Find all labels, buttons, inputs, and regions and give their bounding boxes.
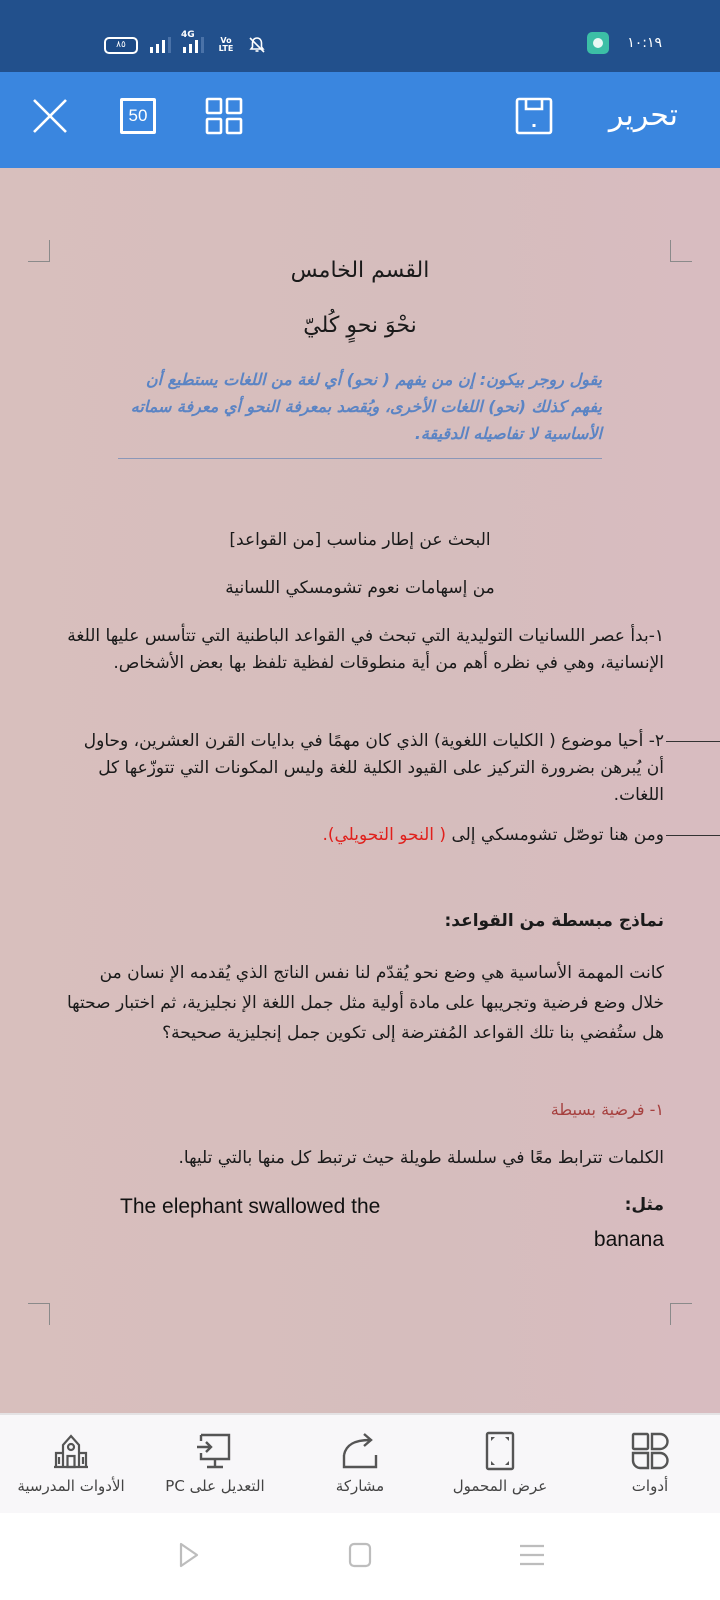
share-icon	[340, 1431, 380, 1471]
quote-divider	[118, 458, 602, 459]
recents-button[interactable]	[512, 1535, 552, 1575]
paragraph-task: كانت المهمة الأساسية هي وضع نحو يُقدّم لنا نفس الناتج الذي يُقدمه الإ نسان من خلال وضع فرضية وتجريبها على مادة أولية مثل جمل اللغة الإ نجليزية، ثم اختبار صحتها هل ستُفضي بنا تلك القواعد المُفترضة إلى تكوين جمل إنجليزية صحيحة؟	[66, 963, 664, 1043]
bell-muted-icon	[248, 36, 266, 54]
tools-icon	[630, 1431, 670, 1471]
status-icons	[104, 30, 266, 56]
mobile-view-label: عرض المحمول	[452, 1477, 548, 1495]
point-3	[64, 822, 664, 849]
connector-line	[666, 741, 720, 742]
point-3-highlight: ( النحو التحويلي).	[322, 825, 447, 845]
signal-icon	[150, 37, 171, 53]
close-icon	[31, 97, 69, 135]
page-corner-mark	[28, 1303, 50, 1325]
edit-button[interactable]: تحرير	[608, 98, 678, 133]
grid-view-icon	[205, 97, 243, 135]
share-button[interactable]	[310, 1415, 410, 1515]
zoom-level-icon: 50	[120, 98, 156, 134]
volte-icon: Vo LTE	[218, 36, 234, 53]
heading-chomsky: من إسهامات نعوم تشومسكي اللسانية	[225, 578, 495, 598]
zoom-level-button[interactable]	[118, 96, 158, 136]
page-corner-mark	[670, 1303, 692, 1325]
point-3-text: ومن هنا توصّل تشومسكي إلى	[451, 825, 664, 845]
tools-button[interactable]	[600, 1415, 700, 1515]
section-title: القسم الخامس	[290, 258, 430, 283]
edit-on-pc-label: التعديل على PC	[165, 1477, 265, 1495]
home-icon	[345, 1540, 375, 1570]
status-bar	[0, 0, 720, 72]
mobile-view-icon	[480, 1431, 520, 1471]
bottom-toolbar	[0, 1413, 720, 1513]
tools-label: أدوات	[631, 1477, 669, 1495]
network-type-label: 4G	[181, 30, 195, 40]
app-notification-icon	[587, 32, 609, 54]
edit-on-pc-icon	[195, 1431, 235, 1471]
point-1: ١-بدأ عصر اللسانيات التوليدية التي تبحث في القواعد الباطنية التي تتأسس عليها اللغة الإنسانية، وهي في نظره أهم من أية منطوقات لفظية تلفظ بها بعض الأشخاص.	[67, 626, 664, 673]
close-button[interactable]	[30, 96, 70, 136]
subheading-hypothesis: ١- فرضية بسيطة	[550, 1100, 664, 1119]
clock: ١٠:١٩	[627, 35, 662, 51]
home-button[interactable]	[340, 1535, 380, 1575]
save-icon	[515, 97, 553, 135]
chapter-title: نحْوَ نحوٍ كُليّ	[303, 313, 417, 338]
back-button[interactable]	[168, 1535, 208, 1575]
school-tools-icon	[51, 1431, 91, 1471]
battery-icon: ٨٥	[104, 37, 138, 54]
network-4g-icon	[181, 30, 204, 53]
save-button[interactable]	[514, 96, 554, 136]
paragraph-words: الكلمات تترابط معًا في سلسلة طويلة حيث ترتبط كل منها بالتي تليها.	[178, 1148, 664, 1168]
recents-icon	[517, 1540, 547, 1570]
top-toolbar	[0, 72, 720, 168]
share-label: مشاركة	[335, 1477, 385, 1495]
heading-models: نماذج مبسطة من القواعد:	[444, 911, 664, 931]
example-sentence-line1: The elephant swallowed the	[120, 1195, 381, 1218]
edit-on-pc-button[interactable]	[145, 1415, 285, 1515]
document-page[interactable]	[0, 168, 720, 1413]
mobile-view-button[interactable]	[430, 1415, 570, 1515]
point-2: ٢- أحيا موضوع ( الكليات اللغوية) الذي كان مهمًا في بدايات القرن العشرين، وحاول أن يُبرهن بضرورة التركيز على القيود الكلية للغة وليس المكونات التي تتوزّعها كل اللغات.	[83, 731, 664, 805]
back-icon	[173, 1540, 203, 1570]
school-tools-button[interactable]	[0, 1415, 142, 1515]
heading-search: البحث عن إطار مناسب [من القواعد]	[229, 530, 491, 550]
system-nav-bar	[0, 1513, 720, 1600]
quote-text: يقول روجر بيكون: إن من يفهم ( نحو) أي لغة من اللغات يستطيع أن يفهم كذلك (نحو) اللغات الأخرى، ويُقصد بمعرفة النحو أي معرفة سماته الأساسية لا تفاصيله الدقيقة.	[130, 370, 602, 443]
grid-view-button[interactable]	[204, 96, 244, 136]
example-label: مثل:	[624, 1195, 664, 1215]
example-sentence-line2: banana	[593, 1228, 664, 1251]
connector-line	[666, 835, 720, 836]
status-right	[587, 32, 662, 54]
school-tools-label: الأدوات المدرسية	[17, 1477, 125, 1495]
